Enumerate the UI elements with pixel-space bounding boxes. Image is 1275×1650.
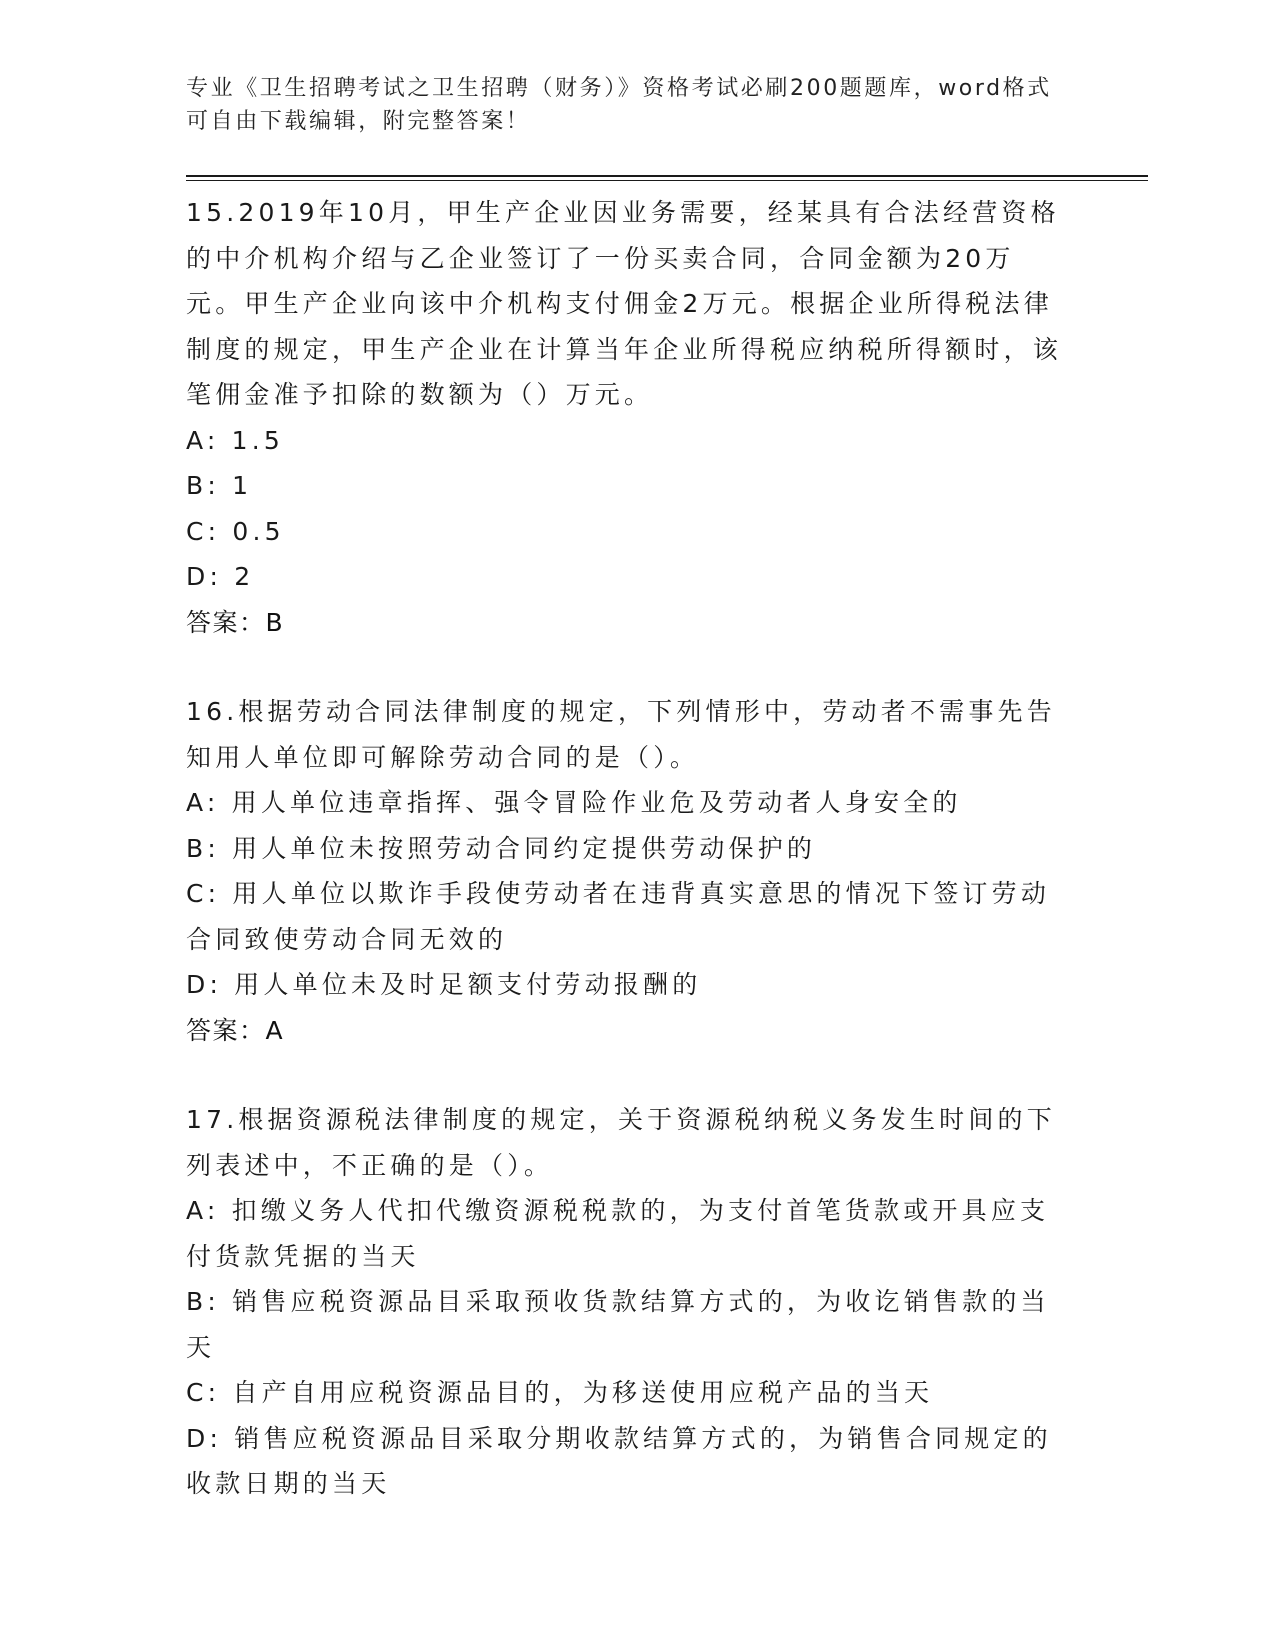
question-stem: 16.根据劳动合同法律制度的规定，下列情形中，劳动者不需事先告知用人单位即可解除劳动合同的是（）。 <box>186 697 1056 772</box>
option-d: D: 用人单位未及时足额支付劳动报酬的 <box>186 970 702 999</box>
question-stem: 15.2019年10月，甲生产企业因业务需要，经某具有合法经营资格的中介机构介绍与乙企业签订了一份买卖合同，合同金额为20万元。甲生产企业向该中介机构支付佣金2万元。根据企业所得税法律制度的规定，甲生产企业在计算当年企业所得税应纳税所得额时，该笔佣金准予扣除的数额为（）万元。 <box>186 198 1063 409</box>
option-b: B: 销售应税资源品目采取预收货款结算方式的，为收讫销售款的当天 <box>186 1287 1050 1362</box>
question-list <box>186 190 1066 1551</box>
answer-line: 答案：B <box>186 607 285 637</box>
question-stem: 17.根据资源税法律制度的规定，关于资源税纳税义务发生时间的下列表述中，不正确的是（）。 <box>186 1105 1056 1180</box>
option-c: C: 用人单位以欺诈手段使劳动者在违背真实意思的情况下签订劳动合同致使劳动合同无效的 <box>186 879 1051 954</box>
option-c: C: 自产自用应税资源品目的，为移送使用应税产品的当天 <box>186 1378 934 1407</box>
option-a: A: 1.5 <box>186 425 284 455</box>
option-d: D: 2 <box>186 562 255 591</box>
option-c: C: 0.5 <box>186 516 285 546</box>
question-16 <box>186 689 1066 1053</box>
header-divider-thick <box>186 175 1148 177</box>
question-17 <box>186 1097 1066 1507</box>
header-divider-thin <box>186 180 1148 181</box>
header-divider <box>186 175 1148 181</box>
document-header: 专业《卫生招聘考试之卫生招聘（财务）》资格考试必刷200题题库，word格式可自由下载编辑，附完整答案！ <box>186 76 1052 134</box>
option-b: B: 用人单位未按照劳动合同约定提供劳动保护的 <box>186 833 817 863</box>
option-a: A: 扣缴义务人代扣代缴资源税税款的，为支付首笔货款或开具应支付货款凭据的当天 <box>186 1196 1050 1271</box>
answer-line: 答案：A <box>186 1015 285 1045</box>
option-a: A: 用人单位违章指挥、强令冒险作业危及劳动者人身安全的 <box>186 788 962 817</box>
option-d: D: 销售应税资源品目采取分期收款结算方式的，为销售合同规定的收款日期的当天 <box>186 1423 1052 1498</box>
option-b: B: 1 <box>186 471 253 500</box>
question-15 <box>186 190 1066 645</box>
